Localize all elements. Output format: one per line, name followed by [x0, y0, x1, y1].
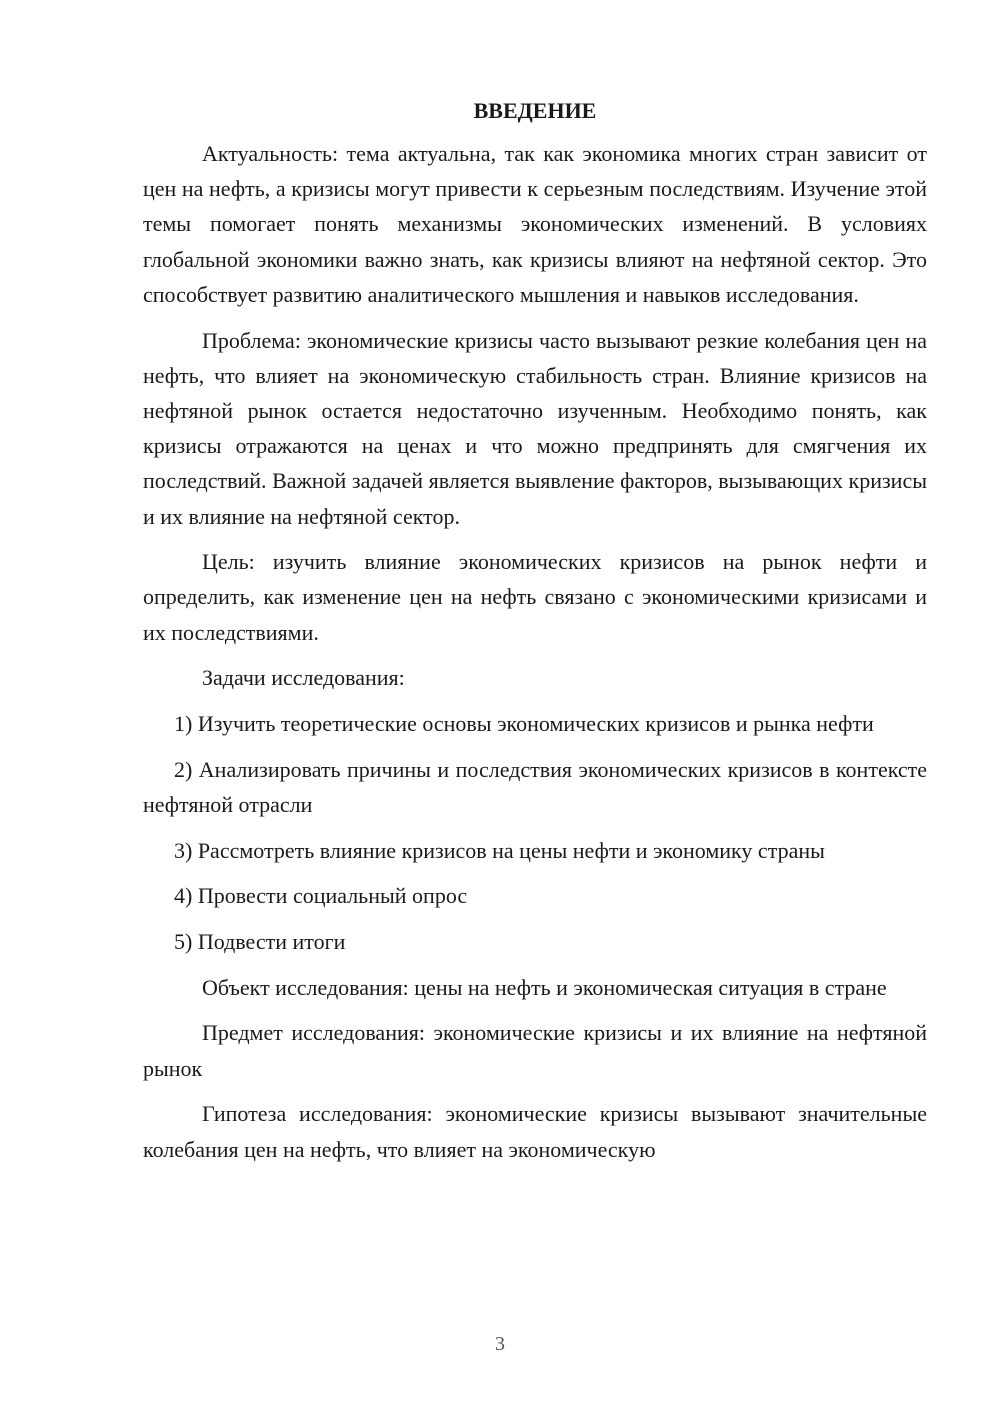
task-item-4: 4) Провести социальный опрос	[174, 883, 468, 909]
paragraph-tasks-heading: Задачи исследования:	[202, 665, 405, 691]
paragraph-goal: Цель: изучить влияние экономических кризисов на рынок нефти и определить, как изменение цен на нефть связано с экономическими кризисами и их последствиями.	[143, 549, 927, 645]
task-item-5: 5) Подвести итоги	[174, 929, 346, 955]
page-number: 3	[495, 1333, 505, 1355]
page-content	[143, 96, 927, 1177]
paragraph-subject: Предмет исследования: экономические кризисы и их влияние на нефтяной рынок	[143, 1020, 927, 1081]
paragraph-object: Объект исследования: цены на нефть и экономическая ситуация в стране	[202, 974, 887, 1000]
paragraph-problem: Проблема: экономические кризисы часто вызывают резкие колебания цен на нефть, что влияет на экономическую стабильность стран. Влияние кризисов на нефтяной рынок остается недостаточно изученным. Необходимо понять, как кризисы отражаются на ценах и что можно предпринять для смягчения их последствий. Важной задачей является выявление факторов, вызывающих кризисы и их влияние на нефтяной сектор.	[143, 327, 927, 529]
task-item-2: 2) Анализировать причины и последствия экономических кризисов в контексте нефтяной отрасли	[143, 756, 927, 817]
section-title: ВВЕДЕНИЕ	[473, 98, 597, 123]
task-item-1: 1) Изучить теоретические основы экономических кризисов и рынка нефти	[174, 711, 874, 737]
task-item-3: 3) Рассмотреть влияние кризисов на цены нефти и экономику страны	[174, 837, 825, 863]
paragraph-hypothesis: Гипотеза исследования: экономические кризисы вызывают значительные колебания цен на нефть, что влияет на экономическую	[143, 1101, 927, 1162]
paragraph-relevance: Актуальность: тема актуальна, так как экономика многих стран зависит от цен на нефть, а кризисы могут привести к серьезным последствиям. Изучение этой темы помогает понять механизмы экономических изменений. В условиях глобальной экономики важно знать, как кризисы влияют на нефтяной сектор. Это способствует развитию аналитического мышления и навыков исследования.	[143, 141, 927, 307]
